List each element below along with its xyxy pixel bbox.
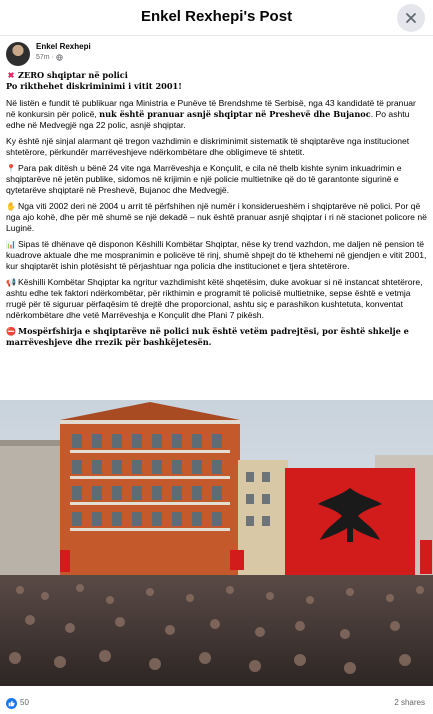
paragraph-6: 📢 Këshilli Kombëtar Shqiptar ka ngritur vazhdimisht këtë shqetësim, duke avokuar si në instancat shtetërore, ashtu edhe tek faktori ndërkombëtar, për rikthimin e programit të policisë multietnike, sepse është e vetmja rrugë për të siguruar përfaqësim të drejtë dhe proporcional, ashtu siç e parashikon kushtetuta, konventat ndërkombëtare dhe vetë Marrëveshja e Konçulit dhe Plani 7 pikësh. <box>6 277 423 320</box>
share-count[interactable]: 2 shares <box>394 698 425 707</box>
megaphone-icon: 📢 <box>6 278 16 287</box>
post-title: Enkel Rexhepi's Post <box>140 8 293 25</box>
close-icon <box>405 12 417 24</box>
thumbs-up-icon <box>8 700 15 707</box>
globe-icon <box>56 54 63 61</box>
post-subheadline: Po rikthehet diskriminimi i vitit 2001! <box>6 81 182 91</box>
close-button[interactable] <box>397 4 425 32</box>
protest-photo <box>0 400 433 686</box>
post-meta: 57m · <box>36 54 63 61</box>
author-name[interactable]: Enkel Rexhepi <box>36 42 91 51</box>
like-count[interactable]: 50 <box>20 698 29 707</box>
paragraph-7: ⛔ Mospërfshirja e shqiptarëve në polici nuk është vetëm padrejtësi, por është shkelje e marrëveshjeve dhe rrezik për bashkëjetesën. <box>6 326 409 347</box>
no-entry-icon: ⛔ <box>6 326 16 336</box>
chart-icon: 📊 <box>6 240 16 249</box>
paragraph-4: ✋ Nga viti 2002 deri në 2004 u arrit të përfshihen një numër i konsiderueshëm i shqiptarëve në polici. Por që nga ajo kohë, dhe për më shumë se një dekadë – nuk është pranuar asnjë shqiptar i ri në stacionet policore në Luginë. <box>6 201 427 233</box>
avatar[interactable] <box>6 42 30 66</box>
post-footer <box>0 690 433 714</box>
post-photo[interactable] <box>0 400 433 686</box>
cross-mark-icon: ✖ <box>7 70 15 80</box>
paragraph-5: 📊 Sipas të dhënave që disponon Këshilli Kombëtar Shqiptar, nëse ky trend vazhdon, me daljen në pension të kuadrove aktuale dhe me mospranimin e policëve të rinj, shumë shpejt do të kthehemi në gjendjen e vitit 2001, kur shqiptarët ishin plotësisht të përjashtuar nga policia dhe institucionet e tjera shtetërore. <box>6 239 427 271</box>
hand-icon: ✋ <box>6 202 16 211</box>
pushpin-icon: 📍 <box>6 164 16 173</box>
paragraph-3: 📍 Para pak ditësh u bënë 24 vite nga Marrëveshja e Konçulit, e cila në thelb kishte synim inkuadrimin e shqiptarëve në jetën publike, sidomos në krijimin e një policie multietnike që do të garantonte sigurinë e qytetarëve shqiptarë në Preshevë, Bujanoc dhe Medvegjë. <box>6 163 402 195</box>
post-time[interactable]: 57m <box>36 54 50 61</box>
like-reaction[interactable] <box>6 698 17 709</box>
post-author <box>6 40 426 70</box>
paragraph-1: Në listën e fundit të publikuar nga Ministria e Punëve të Brendshme të Serbisë, nga 43 kandidatë të pranuar në konkursin për policë, nuk është pranuar asnjë shqiptar në Preshevë dhe Bujanoc. Po ashtu edhe në Medvegjë nga 22 polic, asnjë shqiptar. <box>6 98 416 130</box>
paragraph-2: Ky është një sinjal alarmant që tregon vazhdimin e diskriminimit sistematik të shqiptarëve nga institucionet shtetërore, përkundër marrëveshjeve ndërkombëtare dhe obligimeve të shtetit. <box>6 136 410 157</box>
post-header <box>0 0 433 36</box>
post-body <box>6 70 427 353</box>
post-headline: ✖ ZERO shqiptar në polici <box>7 70 128 80</box>
